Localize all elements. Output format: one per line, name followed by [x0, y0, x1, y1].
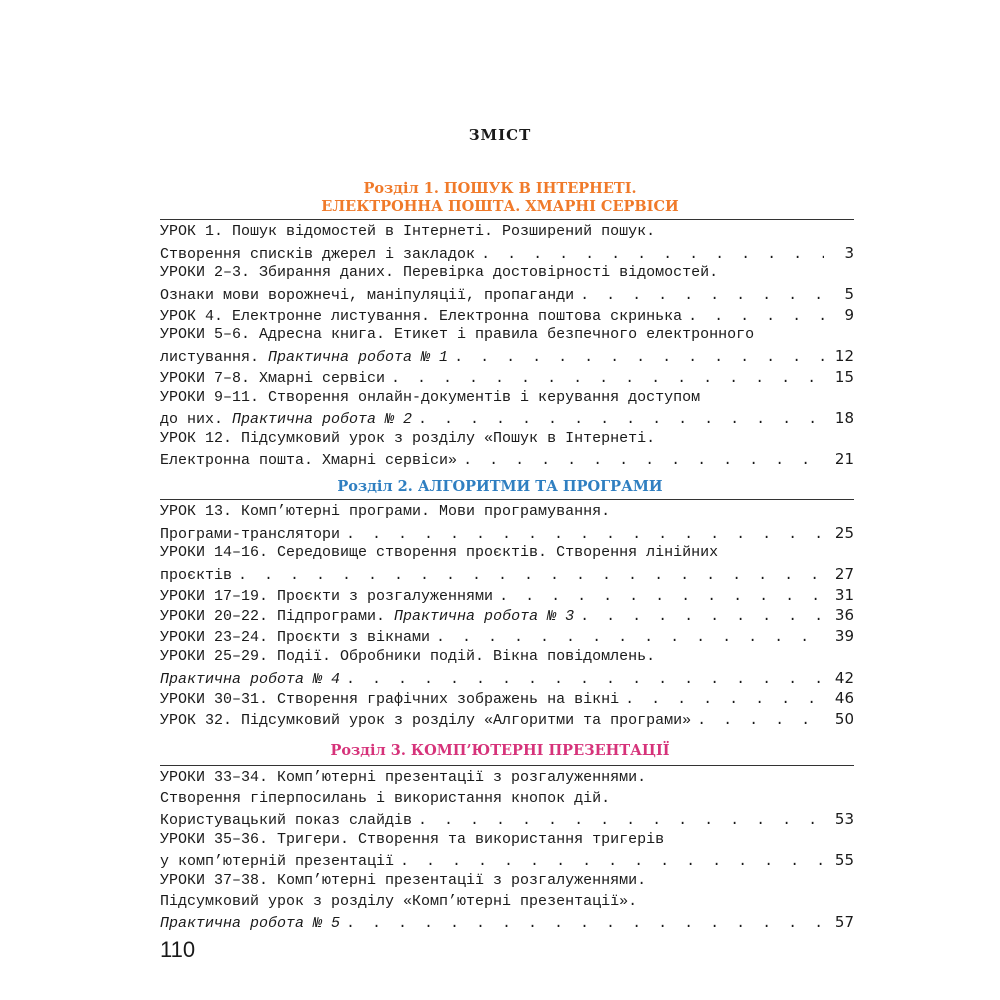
toc-entry-text: Програми-транслятори — [160, 525, 341, 543]
page-title: ЗМІСТ — [468, 126, 532, 144]
toc-entry-text: УРОК 13. Комп’ютерні програми. Мови програмування. — [160, 503, 611, 520]
toc-entry[interactable] — [160, 429, 854, 470]
dot-leader — [232, 566, 824, 587]
toc-page-number: 5 — [844, 284, 854, 303]
dot-leader — [691, 711, 824, 732]
toc-entry-text: УРОК 1. Пошук відомостей в Інтернеті. Розширений пошук. — [160, 223, 656, 240]
toc-entry-text: Користувацький показ слайдів — [160, 812, 413, 829]
practical-work-label: Практична робота № 4 — [160, 670, 341, 688]
toc-entry[interactable] — [160, 222, 854, 263]
toc-entry-text: Створення списків джерел і закладок — [160, 245, 476, 263]
dot-leader — [340, 914, 824, 935]
toc-entry-text: УРОКИ 14–16. Середовище створення проєктів. Створення лінійних — [160, 544, 719, 562]
toc-page-number: 21 — [834, 450, 854, 469]
toc-entry-text: УРОК 32. Підсумковий урок з розділу «Алгоритми та програми» — [160, 712, 692, 730]
toc-entry-text: УРОКИ 37–38. Комп’ютерні презентації з розгалуженнями. — [160, 872, 647, 890]
toc-entry-text: УРОКИ 5–6. Адресна книга. Етикет і правила безпечного електронного — [160, 326, 755, 344]
section-heading — [0, 742, 1000, 760]
toc-page-number: 18 — [834, 409, 854, 427]
dot-leader — [475, 245, 824, 266]
dot-leader — [412, 410, 824, 431]
toc-entry[interactable] — [160, 688, 854, 709]
toc-page-number: 50 — [834, 710, 854, 729]
toc-entry[interactable] — [160, 502, 854, 543]
practical-work-label: Практична робота № 5 — [160, 915, 341, 933]
toc-entry-text: УРОКИ 9–11. Створення онлайн-документів і керування доступом — [160, 388, 701, 406]
toc-entry[interactable] — [160, 543, 854, 584]
toc-entry-text: УРОКИ 33–34. Комп’ютерні презентації з розгалуженнями. — [160, 769, 647, 786]
dot-leader — [448, 348, 824, 369]
toc-entry[interactable] — [160, 325, 854, 366]
dot-leader — [457, 451, 824, 472]
dot-leader — [619, 690, 824, 711]
dot-leader — [412, 811, 824, 832]
dot-leader — [682, 307, 824, 328]
dot-leader — [430, 628, 824, 649]
toc-entry-text: УРОКИ 30–31. Створення графічних зображень на вікні — [160, 691, 620, 709]
practical-work-label: Практична робота № 2 — [232, 411, 413, 428]
practical-work-label: Практична робота № 1 — [268, 348, 449, 366]
toc-page-number: 25 — [834, 523, 854, 542]
section-heading-line: Розділ 3. КОМП’ЮТЕРНІ ПРЕЗЕНТАЦІЇ — [330, 742, 670, 759]
toc-entry[interactable] — [160, 709, 854, 730]
toc-page-number: 55 — [834, 851, 854, 870]
toc-entry[interactable] — [160, 388, 854, 429]
toc-page-number: 36 — [834, 606, 854, 625]
toc-entry-text: Підсумковий урок з розділу «Комп’ютерні презентації». — [160, 892, 638, 910]
toc-entry-text: листування. — [160, 348, 269, 366]
section-divider — [160, 219, 854, 220]
toc-entry-text: УРОКИ 23–24. Проєкти з вікнами — [160, 629, 431, 647]
dot-leader — [340, 525, 824, 546]
toc-entry[interactable] — [160, 626, 854, 647]
toc-page-number: 57 — [834, 913, 854, 932]
section-heading-line: Розділ 2. АЛГОРИТМИ ТА ПРОГРАМИ — [337, 478, 663, 495]
toc-entry-text: УРОКИ 20–22. Підпрограми. — [160, 608, 395, 626]
section-divider — [160, 765, 854, 766]
section-divider — [160, 499, 854, 500]
toc-page-number: 3 — [844, 243, 854, 262]
section-heading — [0, 180, 1000, 216]
toc-entry[interactable] — [160, 647, 854, 688]
toc-entry-text: проєктів — [160, 566, 233, 584]
toc-page-number: 31 — [834, 585, 854, 604]
toc-entry-text: УРОК 12. Підсумковий урок з розділу «Пошук в Інтернеті. — [160, 429, 656, 447]
toc-page-number: 9 — [844, 305, 854, 324]
toc-entry-text: Створення гіперпосилань і використання кнопок дій. — [160, 789, 611, 807]
toc-entry[interactable] — [160, 605, 854, 626]
toc-entry[interactable] — [160, 768, 854, 830]
dot-leader — [385, 369, 824, 390]
toc-entry[interactable] — [160, 367, 854, 388]
toc-entry-text: УРОКИ 7–8. Хмарні сервіси — [160, 369, 386, 387]
dot-leader — [340, 670, 824, 691]
dot-leader — [574, 607, 824, 628]
section-heading-line: ЕЛЕКТРОННА ПОШТА. ХМАРНІ СЕРВІСИ — [321, 198, 679, 215]
toc-entry-text: УРОКИ 2–3. Збирання даних. Перевірка достовірності відомостей. — [160, 264, 719, 282]
toc-entry[interactable] — [160, 305, 854, 326]
toc-page-number: 46 — [834, 689, 854, 708]
toc-entry-text: УРОКИ 25–29. Події. Обробники подій. Вікна повідомлень. — [160, 648, 656, 665]
dot-leader — [493, 587, 824, 608]
toc-entry-text: УРОКИ 17–19. Проєкти з розгалуженнями — [160, 587, 494, 605]
toc-entry[interactable] — [160, 830, 854, 871]
toc-page-number: 39 — [834, 627, 854, 646]
toc-entry-text: до них. — [160, 411, 233, 428]
practical-work-label: Практична робота № 3 — [394, 608, 575, 626]
toc-entry-text: Електронна пошта. Хмарні сервіси» — [160, 452, 458, 470]
toc-entry[interactable] — [160, 263, 854, 304]
toc-entry-text: у комп’ютерній презентації — [160, 853, 395, 871]
dot-leader — [394, 852, 824, 873]
section-heading-line: Розділ 1. ПОШУК В ІНТЕРНЕТІ. — [363, 180, 637, 197]
toc-page-number: 53 — [834, 810, 854, 828]
toc-entry[interactable] — [160, 585, 854, 606]
dot-leader — [574, 286, 824, 307]
toc-page-number: 27 — [834, 564, 854, 583]
toc-entry[interactable] — [160, 871, 854, 933]
toc-entry-text: Ознаки мови ворожнечі, маніпуляції, пропаганди — [160, 286, 575, 304]
toc-page-number: 12 — [834, 346, 854, 365]
toc-entry-text: УРОКИ 35–36. Тригери. Створення та використання тригерів — [160, 830, 665, 848]
page-number: 110 — [160, 937, 196, 962]
section-heading — [0, 478, 1000, 496]
toc-entry-text: УРОК 4. Електронне листування. Електронна поштова скринька — [160, 307, 683, 325]
toc-page-number: 42 — [834, 668, 854, 687]
toc-page-number: 15 — [834, 367, 854, 386]
